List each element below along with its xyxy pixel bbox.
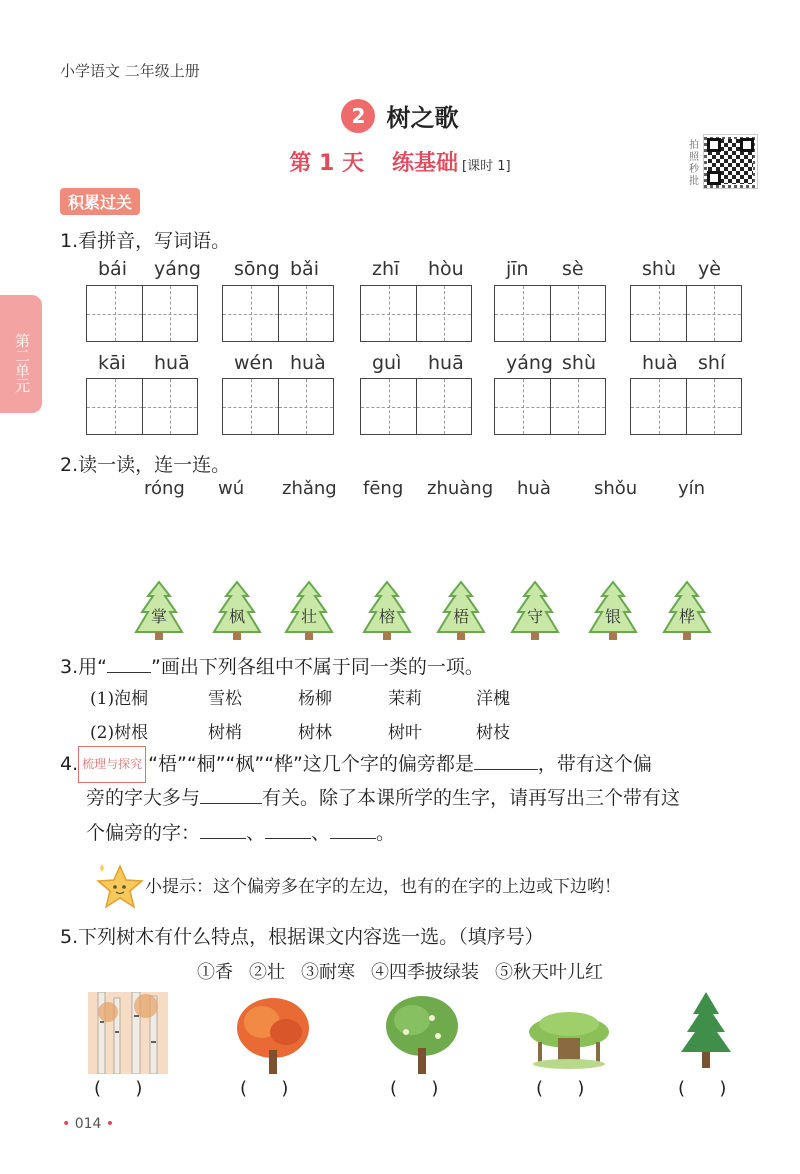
feature-choice: ④四季披绿装 — [371, 962, 479, 983]
tree-character-card[interactable] — [212, 580, 262, 642]
pinyin-option[interactable]: yín — [678, 478, 706, 499]
writing-boxes[interactable] — [494, 285, 606, 342]
q4-line-3 — [86, 816, 395, 851]
day-label: 第 1 天 — [289, 151, 365, 176]
writing-box[interactable] — [686, 286, 741, 341]
pinyin-syllable: zhī — [372, 258, 400, 280]
tree-character-card[interactable] — [362, 580, 412, 642]
maple-tree-image — [234, 992, 312, 1076]
writing-boxes[interactable] — [222, 285, 334, 342]
q4-text-2a: 旁的字大多与 — [86, 787, 201, 809]
tree-character: 梧 — [452, 607, 469, 626]
chinese-parasol-tree-image — [382, 992, 462, 1076]
pinyin-option[interactable]: zhǎng — [282, 478, 337, 499]
pinyin-option[interactable]: huà — [517, 478, 551, 499]
q1-title: 1.看拼音，写词语。 — [60, 230, 231, 252]
tree-character: 榕 — [378, 607, 395, 626]
unit-side-tab: 第二单元 — [0, 295, 42, 413]
q5-title: 5.下列树木有什么特点，根据课文内容选一选。（填序号） — [60, 926, 544, 948]
pinyin-syllable: yáng — [154, 258, 201, 280]
q2-title: 2.读一读，连一连。 — [60, 454, 231, 476]
answer-blank[interactable]: ( ) — [94, 1078, 143, 1099]
related-blank[interactable] — [200, 786, 262, 804]
writing-boxes[interactable] — [630, 285, 742, 342]
writing-boxes[interactable] — [630, 378, 742, 435]
section-tag: 积累过关 — [60, 188, 140, 215]
writing-box[interactable] — [142, 286, 197, 341]
writing-box[interactable] — [87, 379, 142, 434]
pinyin-option[interactable]: róng — [144, 478, 185, 499]
writing-box[interactable] — [361, 379, 416, 434]
pinyin-syllable: shù — [562, 352, 596, 374]
pinyin-syllable: huā — [428, 352, 464, 374]
q4-text-3: 个偏旁的字： — [86, 822, 201, 844]
pine-tree-image — [675, 992, 737, 1072]
writing-boxes[interactable] — [494, 378, 606, 435]
tree-character-card[interactable] — [134, 580, 184, 642]
q4-text-1-end: ，带有这个偏 — [537, 753, 652, 775]
writing-boxes[interactable] — [360, 378, 472, 435]
period: 。 — [376, 822, 396, 844]
q5-choices — [0, 958, 800, 984]
pinyin-syllable: bái — [98, 258, 127, 280]
pinyin-syllable: jīn — [506, 258, 529, 280]
pinyin-syllable: wén — [234, 352, 274, 374]
feature-choice: ③耐寒 — [301, 962, 355, 983]
tip-text: 小提示：这个偏旁多在字的左边，也有的在字的上边或下边哟！ — [145, 877, 621, 897]
pinyin-syllable: kāi — [98, 352, 126, 374]
writing-box[interactable] — [142, 379, 197, 434]
word-option[interactable]: 树叶 — [388, 723, 422, 743]
pinyin-syllable: guì — [372, 352, 402, 374]
tree-character: 银 — [604, 607, 621, 626]
tree-character-card[interactable] — [436, 580, 486, 642]
pinyin-syllable: shí — [698, 352, 726, 374]
tree-character: 掌 — [150, 607, 167, 626]
tree-character: 壮 — [300, 607, 317, 626]
pinyin-option[interactable]: zhuàng — [427, 478, 494, 499]
separator: 、 — [246, 822, 266, 844]
writing-box[interactable] — [631, 286, 686, 341]
writing-boxes[interactable] — [86, 378, 198, 435]
q3-title-start: 3.用“ — [60, 656, 107, 678]
q3-title-end: ”画出下列各组中不属于同一类的一项。 — [150, 656, 484, 678]
char-blank-2[interactable] — [265, 821, 311, 839]
word-option[interactable]: 茉莉 — [388, 689, 422, 709]
tree-character-card[interactable] — [510, 580, 560, 642]
page-number: • 014 • — [62, 1116, 115, 1132]
q4-text-2b: 有关。除了本课所学的生字，请再写出三个带有这 — [262, 787, 681, 809]
q4-line-1 — [60, 746, 652, 783]
writing-box[interactable] — [223, 379, 278, 434]
pinyin-syllable: huà — [290, 352, 326, 374]
q3-title — [60, 652, 484, 679]
pinyin-syllable: huā — [154, 352, 190, 374]
writing-box[interactable] — [416, 286, 471, 341]
pinyin-syllable: yáng — [506, 352, 553, 374]
word-option[interactable]: (2)树根 — [90, 723, 149, 743]
writing-boxes[interactable] — [86, 285, 198, 342]
feature-choice: ⑤秋天叶儿红 — [495, 962, 603, 983]
star-icon — [92, 858, 148, 914]
char-blank-3[interactable] — [330, 821, 376, 839]
pinyin-syllable: sè — [562, 258, 584, 280]
writing-box[interactable] — [416, 379, 471, 434]
word-option[interactable]: 树枝 — [476, 723, 510, 743]
writing-boxes[interactable] — [222, 378, 334, 435]
pinyin-option[interactable]: wú — [218, 478, 245, 499]
answer-blank[interactable]: ( ) — [678, 1078, 727, 1099]
word-option[interactable]: 树梢 — [208, 723, 242, 743]
lesson-title — [0, 98, 800, 133]
birch-tree-image — [88, 992, 168, 1074]
word-option[interactable]: 洋槐 — [476, 689, 510, 709]
tree-character: 桦 — [678, 607, 695, 626]
underline-sample — [107, 655, 151, 673]
qr-label: 拍照秒批 — [689, 140, 699, 187]
pinyin-syllable: bǎi — [290, 258, 319, 280]
writing-box[interactable] — [87, 286, 142, 341]
feature-choice: ①香 — [197, 962, 233, 983]
writing-box[interactable] — [686, 379, 741, 434]
qr-code-icon[interactable] — [703, 134, 758, 189]
word-option[interactable]: 雪松 — [208, 689, 242, 709]
pinyin-syllable: huà — [642, 352, 678, 374]
feature-choice: ②壮 — [249, 962, 285, 983]
writing-box[interactable] — [278, 379, 333, 434]
tree-character-card[interactable] — [662, 580, 712, 642]
writing-box[interactable] — [495, 379, 550, 434]
word-option[interactable]: 杨柳 — [298, 689, 332, 709]
q4-number: 4. — [60, 753, 79, 775]
answer-blank[interactable]: ( ) — [240, 1078, 289, 1099]
word-option[interactable]: 树林 — [298, 723, 332, 743]
banyan-tree-image — [528, 992, 610, 1076]
pinyin-option[interactable]: shǒu — [594, 478, 638, 499]
answer-blank[interactable]: ( ) — [536, 1078, 585, 1099]
q4-line-2 — [86, 781, 680, 816]
writing-box[interactable] — [550, 286, 605, 341]
answer-blank[interactable]: ( ) — [390, 1078, 439, 1099]
writing-boxes[interactable] — [360, 285, 472, 342]
explore-tag: 梳理与探究 — [78, 746, 146, 783]
book-header: 小学语文 二年级上册 — [60, 62, 200, 80]
pinyin-syllable: shù — [642, 258, 676, 280]
writing-box[interactable] — [361, 286, 416, 341]
writing-box[interactable] — [223, 286, 278, 341]
writing-box[interactable] — [631, 379, 686, 434]
lesson-name: 树之歌 — [386, 104, 459, 132]
page-number-text: 014 — [74, 1116, 102, 1132]
tree-character-card[interactable] — [284, 580, 334, 642]
day-title — [0, 146, 800, 177]
separator: 、 — [311, 822, 331, 844]
char-blank-1[interactable] — [200, 821, 246, 839]
writing-box[interactable] — [278, 286, 333, 341]
word-option[interactable]: (1)泡桐 — [90, 689, 149, 709]
period-label: [课时 1] — [462, 159, 511, 174]
pinyin-option[interactable]: fēng — [363, 478, 404, 499]
radical-blank[interactable] — [474, 752, 538, 770]
tree-character: 枫 — [228, 607, 245, 626]
writing-box[interactable] — [495, 286, 550, 341]
writing-box[interactable] — [550, 379, 605, 434]
q4-text-1: “梧”“桐”“枫”“桦”这几个字的偏旁都是 — [148, 753, 474, 775]
pinyin-syllable: yè — [698, 258, 721, 280]
lesson-number-badge: 2 — [341, 99, 375, 133]
pinyin-syllable: hòu — [428, 258, 464, 280]
day-subject: 练基础 — [392, 151, 459, 176]
tree-character: 守 — [526, 607, 543, 626]
pinyin-syllable: sōng — [234, 258, 280, 280]
tree-character-card[interactable] — [588, 580, 638, 642]
